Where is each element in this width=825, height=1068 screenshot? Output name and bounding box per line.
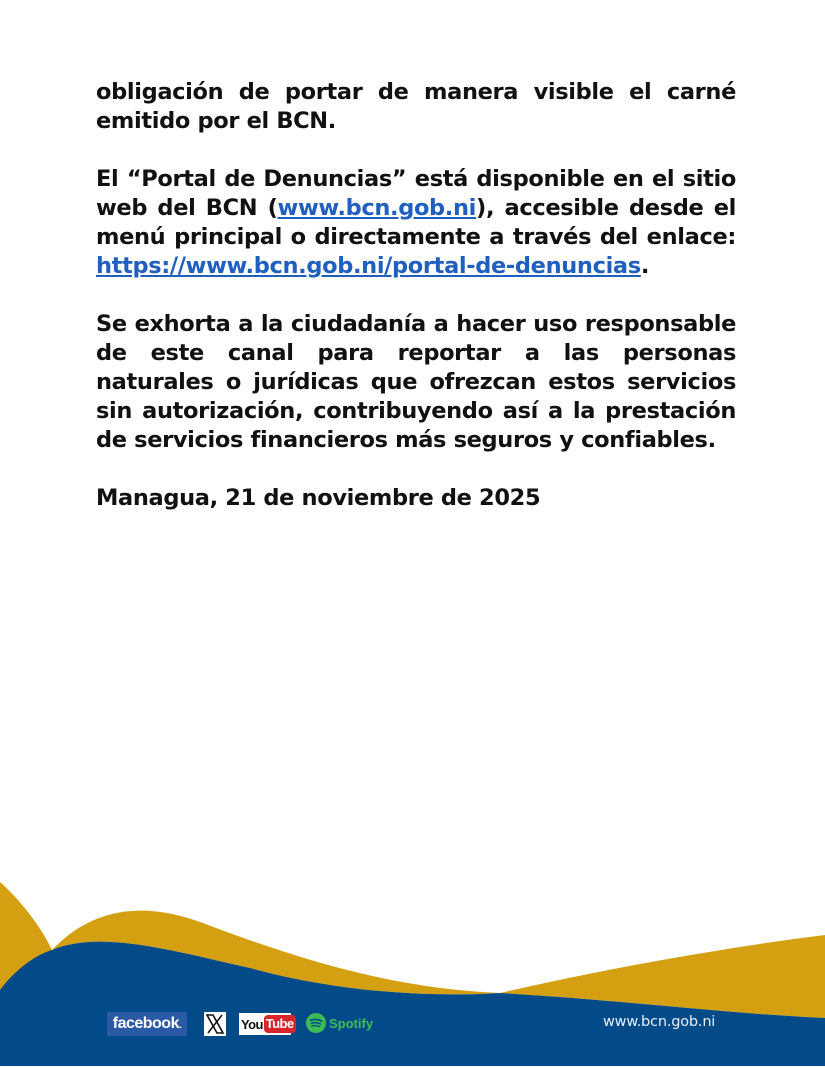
facebook-label: facebook [112, 1015, 179, 1032]
paragraph-portal [96, 165, 736, 281]
spotify-logo-link[interactable] [306, 1013, 373, 1033]
link-portal-denuncias[interactable]: https://www.bcn.gob.ni/portal-de-denuncias [96, 253, 641, 279]
spotify-label: Spotify [329, 1015, 374, 1031]
paragraph-carne: obligación de portar de manera visible el carné emitido por el BCN. [96, 79, 736, 134]
paragraph-portal-text-a: El “Portal de Denuncias” está disponible en el sitio web del BCN ( [96, 166, 736, 221]
paragraph-portal-text-c: . [640, 253, 650, 279]
link-bcn-website[interactable]: www.bcn.gob.ni [277, 195, 477, 221]
x-logo-link[interactable] [204, 1012, 226, 1036]
spotify-icon [306, 1013, 326, 1033]
footer-website-link[interactable]: www.bcn.gob.ni [603, 1014, 716, 1030]
paragraph-portal-text-b: ), accesible desde el menú principal o directamente a través del enlace: [96, 195, 736, 250]
youtube-tube: Tube [265, 1016, 294, 1031]
facebook-dot: . [178, 1020, 182, 1031]
youtube-you: You [241, 1016, 263, 1032]
footer-wave-graphic [0, 870, 825, 1068]
date-line: Managua, 21 de noviembre de 2025 [96, 485, 541, 511]
footer-banner [0, 870, 825, 1068]
youtube-logo-link[interactable] [239, 1013, 294, 1035]
facebook-logo-link[interactable] [107, 1012, 187, 1036]
x-icon [206, 1014, 224, 1034]
document-body [96, 78, 736, 542]
paragraph-exhortation: Se exhorta a la ciudadanía a hacer uso responsable de este canal para reportar a las personas naturales o jurídicas que ofrezcan estos servicios sin autorización, contribuyendo así a la prestación de servicios financieros más seguros y confiables. [96, 311, 736, 453]
